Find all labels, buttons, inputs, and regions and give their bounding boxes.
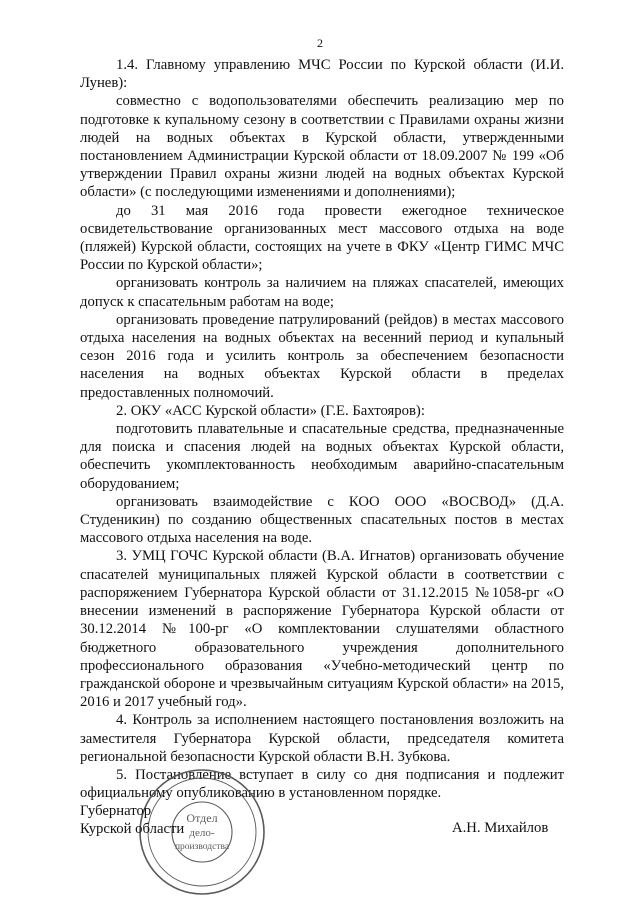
paragraph-5: 5. Постановление вступает в силу со дня подписания и подлежит официальному опубликованию в установленном порядке.: [80, 766, 564, 802]
paragraph-2-item-1: подготовить плавательные и спасательные средства, предназначенные для поиска и спасения людей на водных объектах Курской области, обеспечить укомплектованность необходимым аварийно-спасательным оборудованием;: [80, 421, 564, 492]
paragraph-3: 3. УМЦ ГОЧС Курской области (В.А. Игнатов) организовать обучение спасателей муниципальных пляжей Курской области в соответствии с распоряжением Губернатора Курской области от 31.12.2015 №1058-рг «О внесении изменений в распоряжение Губернатора Курской области от 30.12.2014 №100-рг «О комплектовании слушателями областного бюджетного образовательного учреждения дополнительного профессионального образования «Учебно-методический центр по гражданской обороне и чрезвычайным ситуациям Курской области» на 2015, 2016 и 2017 учебный год».: [80, 548, 564, 711]
paragraph-1-4-item-2: до 31 мая 2016 года провести ежегодное техническое освидетельствование организованных мест массового отдыха на воде (пляжей) Курской области, состоящих на учете в ФКУ «Центр ГИМС МЧС России по Курской области»;: [80, 202, 564, 274]
signatory-name: А.Н. Михайлов: [452, 820, 549, 836]
paragraph-4: 4. Контроль за исполнением настоящего постановления возложить на заместителя Губернатора Курской области, председателя комитета региональной безопасности Курской области В.Н. Зубкова.: [80, 712, 564, 765]
signature-position-line-1: Губернатор: [80, 803, 152, 819]
page-number: 2: [317, 36, 323, 50]
paragraph-1-4-item-4: организовать проведение патрулирований (рейдов) в местах массового отдыха населения на водных объектах на весенний период и купальный сезон 2016 года и усилить контроль за обеспечением безопасности населения на водных объектах Курской области в пределах предоставленных полномочий.: [80, 311, 564, 401]
paragraph-1-4-item-1: совместно с водопользователями обеспечить реализацию мер по подготовке к купальному сезону в соответствии с Правилами охраны жизни людей на водных объектах в Курской области, утвержденными постановлением Администрации Курской области от 18.09.2007 № 199 «Об утверждении Правил охраны жизни людей на водных объектах Курской области» (с последующими изменениями и дополнениями);: [80, 93, 564, 201]
stamp-line-3: производства: [174, 842, 230, 852]
stamp-line-2: дело-: [189, 827, 215, 839]
stamp-line-1: Отдел: [186, 811, 218, 825]
paragraph-2-item-2: организовать взаимодействие с КОО ООО «ВОСВОД» (Д.А. Студеникин) по созданию общественных спасательных постов в местах массового отдыха населения на воде.: [80, 493, 564, 547]
signature-position: [80, 802, 184, 838]
paragraph-1-4: 1.4. Главному управлению МЧС России по Курской области (И.И. Лунев):: [80, 57, 564, 92]
paragraph-2: 2. ОКУ «АСС Курской области» (Г.Е. Бахтояров):: [116, 402, 425, 419]
paragraph-1-4-item-3: организовать контроль за наличием на пляжах спасателей, имеющих допуск к спасательным работам на воде;: [80, 275, 564, 310]
signature-position-line-2: Курской области: [80, 821, 185, 837]
document-body: [80, 56, 564, 802]
